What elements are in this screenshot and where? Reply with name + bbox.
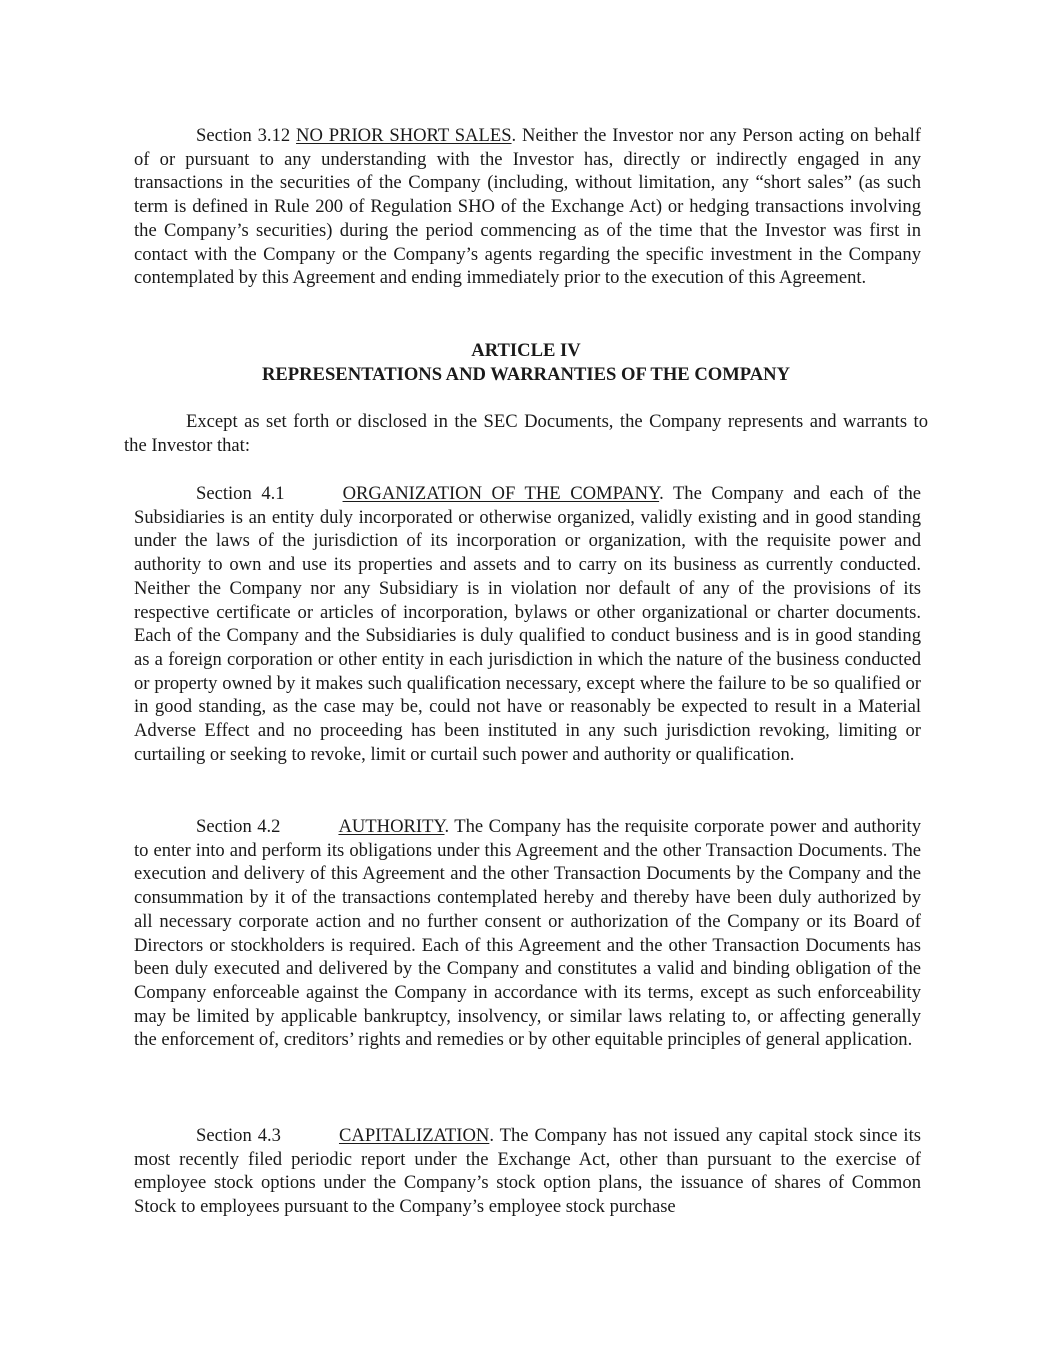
- section-4-1-paragraph: [134, 482, 921, 766]
- section-4-3-body: . The Company has not issued any capital stock since its most recently filed periodic report under the Exchange Act, other than pursuant to the exercise of employee stock options under the Company’s stock option plans, the issuance of shares of Common Stock to employees pursuant to the Company’s employee stock purchase: [134, 1125, 921, 1218]
- section-4-2-body: . The Company has the requisite corporate power and authority to enter into and perform its obligations under this Agreement and the other Transaction Documents. The execution and delivery of this Agreement and the other Transaction Documents by the Company and the consummation by it of the transactions contemplated hereby and thereby have been duly authorized by all necessary corporate action and no further consent or authorization of the Company or its Board of Directors or stockholders is required. Each of this Agreement and the other Transaction Documents has been duly executed and delivered by the Company and constitutes a valid and binding obligation of the Company enforceable against the Company in accordance with its terms, except as such enforceability may be limited by applicable bankruptcy, insolvency, or similar laws relating to, or affecting generally the enforcement of, creditors’ rights and remedies or by other equitable principles of general application.: [134, 816, 921, 1051]
- section-4-1-title: ORGANIZATION OF THE COMPANY: [342, 483, 660, 504]
- intro-paragraph: Except as set forth or disclosed in the SEC Documents, the Company represents and warrants to the Investor that:: [124, 411, 928, 456]
- section-4-2-title: AUTHORITY: [338, 816, 445, 837]
- section-4-1-number: Section 4.1: [196, 483, 285, 504]
- article-number: ARTICLE IV: [471, 340, 581, 361]
- section-3-12-title: NO PRIOR SHORT SALES: [296, 125, 512, 146]
- section-4-2-paragraph: [134, 815, 921, 1052]
- section-3-12-body: . Neither the Investor nor any Person acting on behalf of or pursuant to any understanding with the Investor has, directly or indirectly engaged in any transactions in the securities of the Company (including, without limitation, any “short sales” (as such term is defined in Rule 200 of Regulation SHO of the Exchange Act) or hedging transactions involving the Company’s securities) during the period commencing as of the time that the Investor was first in contact with the Company or the Company’s agents regarding the specific investment in the Company contemplated by this Agreement and ending immediately prior to the execution of this Agreement.: [134, 125, 921, 289]
- section-4-2-number: Section 4.2: [196, 816, 281, 837]
- section-4-3-number: Section 4.3: [196, 1125, 281, 1146]
- article-title: REPRESENTATIONS AND WARRANTIES OF THE COMPANY: [261, 364, 791, 385]
- section-4-3-title: CAPITALIZATION: [338, 1125, 490, 1146]
- section-3-12-number: Section 3.12: [196, 125, 291, 146]
- section-3-12-paragraph: [134, 124, 921, 290]
- section-4-1-body: . The Company and each of the Subsidiaries is an entity duly incorporated or otherwise organized, validly existing and in good standing under the laws of the jurisdiction of its incorporation or organization, with the requisite power and authority to own and use its properties and assets and to carry on its business as currently conducted. Neither the Company nor any Subsidiary is in violation nor default of any of the provisions of its respective certificate or articles of incorporation, bylaws or other organizational or charter documents. Each of the Company and the Subsidiaries is duly qualified to conduct business and is in good standing as a foreign corporation or other entity in each jurisdiction in which the nature of the business conducted or property owned by it makes such qualification necessary, except where the failure to be so qualified or in good standing, as the case may be, could not have or reasonably be expected to result in a Material Adverse Effect and no proceeding has been instituted in any such jurisdiction revoking, limiting or curtailing or seeking to revoke, limit or curtail such power and authority or qualification.: [134, 483, 921, 765]
- section-4-3-paragraph: [134, 1124, 921, 1219]
